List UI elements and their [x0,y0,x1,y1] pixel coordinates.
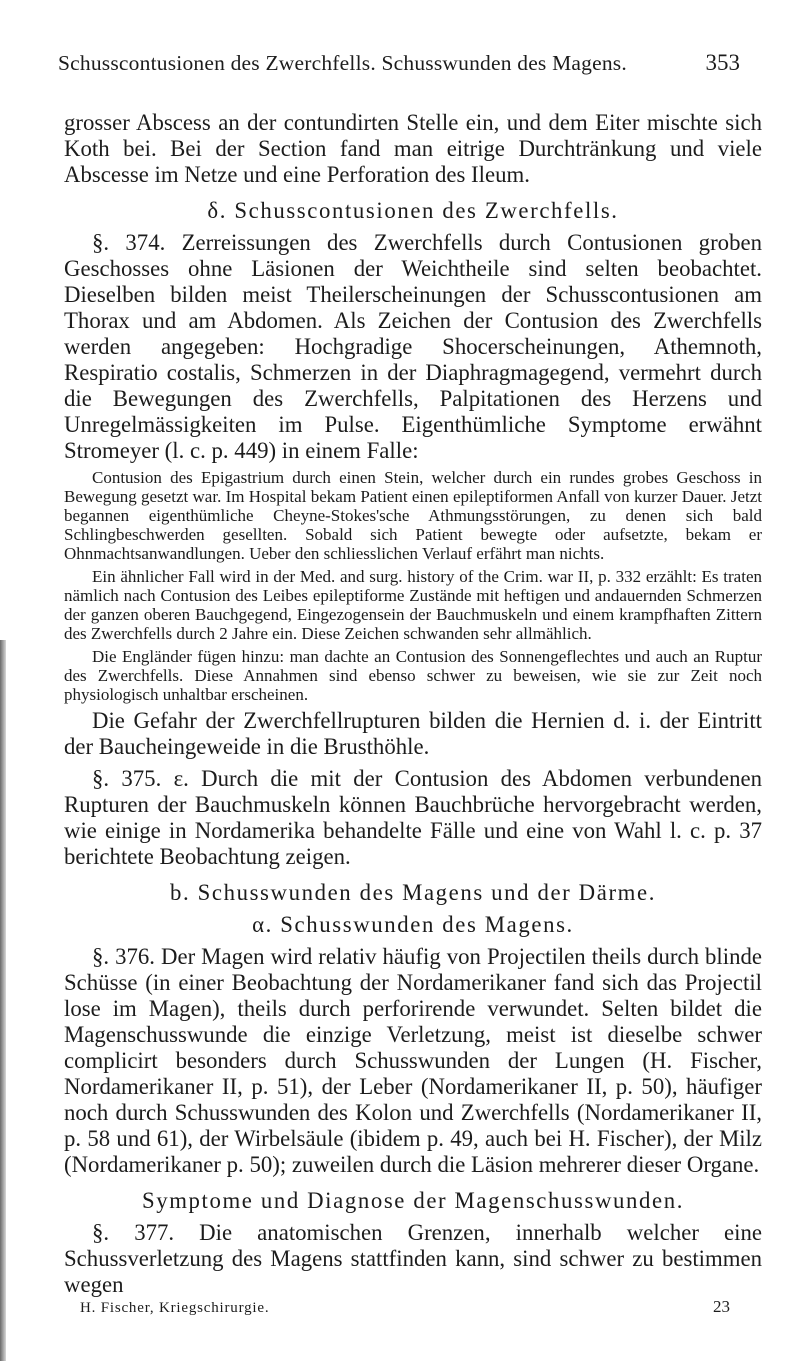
section-heading-magen: α. Schusswunden des Magens. [252,912,574,937]
sheet-number: 23 [713,1297,730,1316]
section-heading-zwerchfell: δ. Schusscontusionen des Zwerchfells. [207,198,619,223]
paragraph-abscess: grosser Abscess an der contundirten Stelle ein, und dem Eiter mischte sich Koth bei. Bei der Section fand man eitrige Durchtränkung und viele Abscesse im Netze und eine Perforation des Ileum. [64,110,762,187]
signature-mark: H. Fischer, Kriegschirurgie. [80,1300,270,1316]
paragraph-374: §. 374. Zerreissungen des Zwerchfells durch Contusionen groben Geschosses ohne Läsionen der Weichtheile sind selten beobachtet. Dieselben bilden meist Theilerscheinungen der Schusscontusionen am Thorax und am Abdomen. Als Zeichen der Contusion des Zwerchfells werden angegeben: Hochgradige Shocerscheinungen, Athemnoth, Respiratio costalis, Schmerzen in der Diaphragmagegend, vermehrt durch die Bewegungen des Zwerchfells, Palpitationen des Herzens und Unregelmässigkeiten im Pulse. Eigenthümliche Symptome erwähnt Stromeyer (l. c. p. 449) in einem Falle: [64,230,762,463]
page-body [64,110,762,1298]
paragraph-375: §. 375. ε. Durch die mit der Contusion des Abdomen verbundenen Rupturen der Bauchmuskeln können Bauchbrüche hervorgebracht werden, wie einige in Nordamerika behandelte Fälle und eine von Wahl l. c. p. 37 berichtete Beobachtung zeigen. [64,766,762,869]
smallprint-crim-war-case: Ein ähnlicher Fall wird in der Med. and surg. history of the Crim. war II, p. 332 erzählt: Es traten nämlich nach Contusion des Leibes epileptiforme Zustände mit heftigen und andauernden Schmerzen der ganzen oberen Bauchgegend, Eingezogensein der Bauchmuskeln und einem krampfhaften Zittern des Zwerchfells durch 2 Jahre ein. Diese Zeichen schwanden sehr allmählich. [64,567,762,643]
section-heading-magen-daerme: b. Schusswunden des Magens und der Därme. [170,880,656,905]
paragraph-377: §. 377. Die anatomischen Grenzen, innerhalb welcher eine Schussverletzung des Magens stattfinden kann, sind schwer zu bestimmen wegen [64,1220,762,1297]
paragraph-376: §. 376. Der Magen wird relativ häufig von Projectilen theils durch blinde Schüsse (in einer Beobachtung der Nordamerikaner fand sich das Projectil lose im Magen), theils durch perforirende verwundet. Selten bildet die Magenschusswunde die einzige Verletzung, meist ist dieselbe schwer complicirt besonders durch Schusswunden der Lungen (H. Fischer, Nordamerikaner II, p. 51), der Leber (Nordamerikaner II, p. 50), häufiger noch durch Schusswunden des Kolon und Zwerchfells (Nordamerikaner II, p. 58 und 61), der Wirbelsäule (ibidem p. 49, auch bei H. Fischer), der Milz (Nordamerikaner p. 50); zuweilen durch die Läsion mehrerer dieser Organe. [64,944,762,1177]
smallprint-englaender: Die Engländer fügen hinzu: man dachte an Contusion des Sonnengeflechtes und auch an Ruptur des Zwerchfells. Diese Annahmen sind ebenso schwer zu beweisen, wie sie zur Zeit noch physiologisch unhaltbar erscheinen. [64,647,762,704]
page-edge-shadow [0,640,6,1361]
smallprint-stromeyer-case: Contusion des Epigastrium durch einen Stein, welcher durch ein rundes grobes Geschoss in Bewegung gesetzt war. Im Hospital bekam Patient einen epileptiformen Anfall von kurzer Dauer. Jetzt begannen eigenthümliche Cheyne-Stokes'sche Athmungsstörungen, zu denen sich bald Schlingbeschwerden gesellten. Sobald sich Patient bewegte oder aufsetzte, bekam er Ohnmachtsanwandlungen. Ueber den schliesslichen Verlauf erfährt man nichts. [64,468,762,563]
page-footer [80,1297,730,1317]
section-heading-symptome: Symptome und Diagnose der Magenschusswunden. [141,1188,685,1213]
running-title: Schusscontusionen des Zwerchfells. Schusswunden des Magens. [58,51,627,75]
running-header [58,50,740,84]
page-number: 353 [705,50,740,75]
paragraph-gefahr: Die Gefahr der Zwerchfellrupturen bilden die Hernien d. i. der Eintritt der Baucheingeweide in die Brusthöhle. [64,708,762,759]
